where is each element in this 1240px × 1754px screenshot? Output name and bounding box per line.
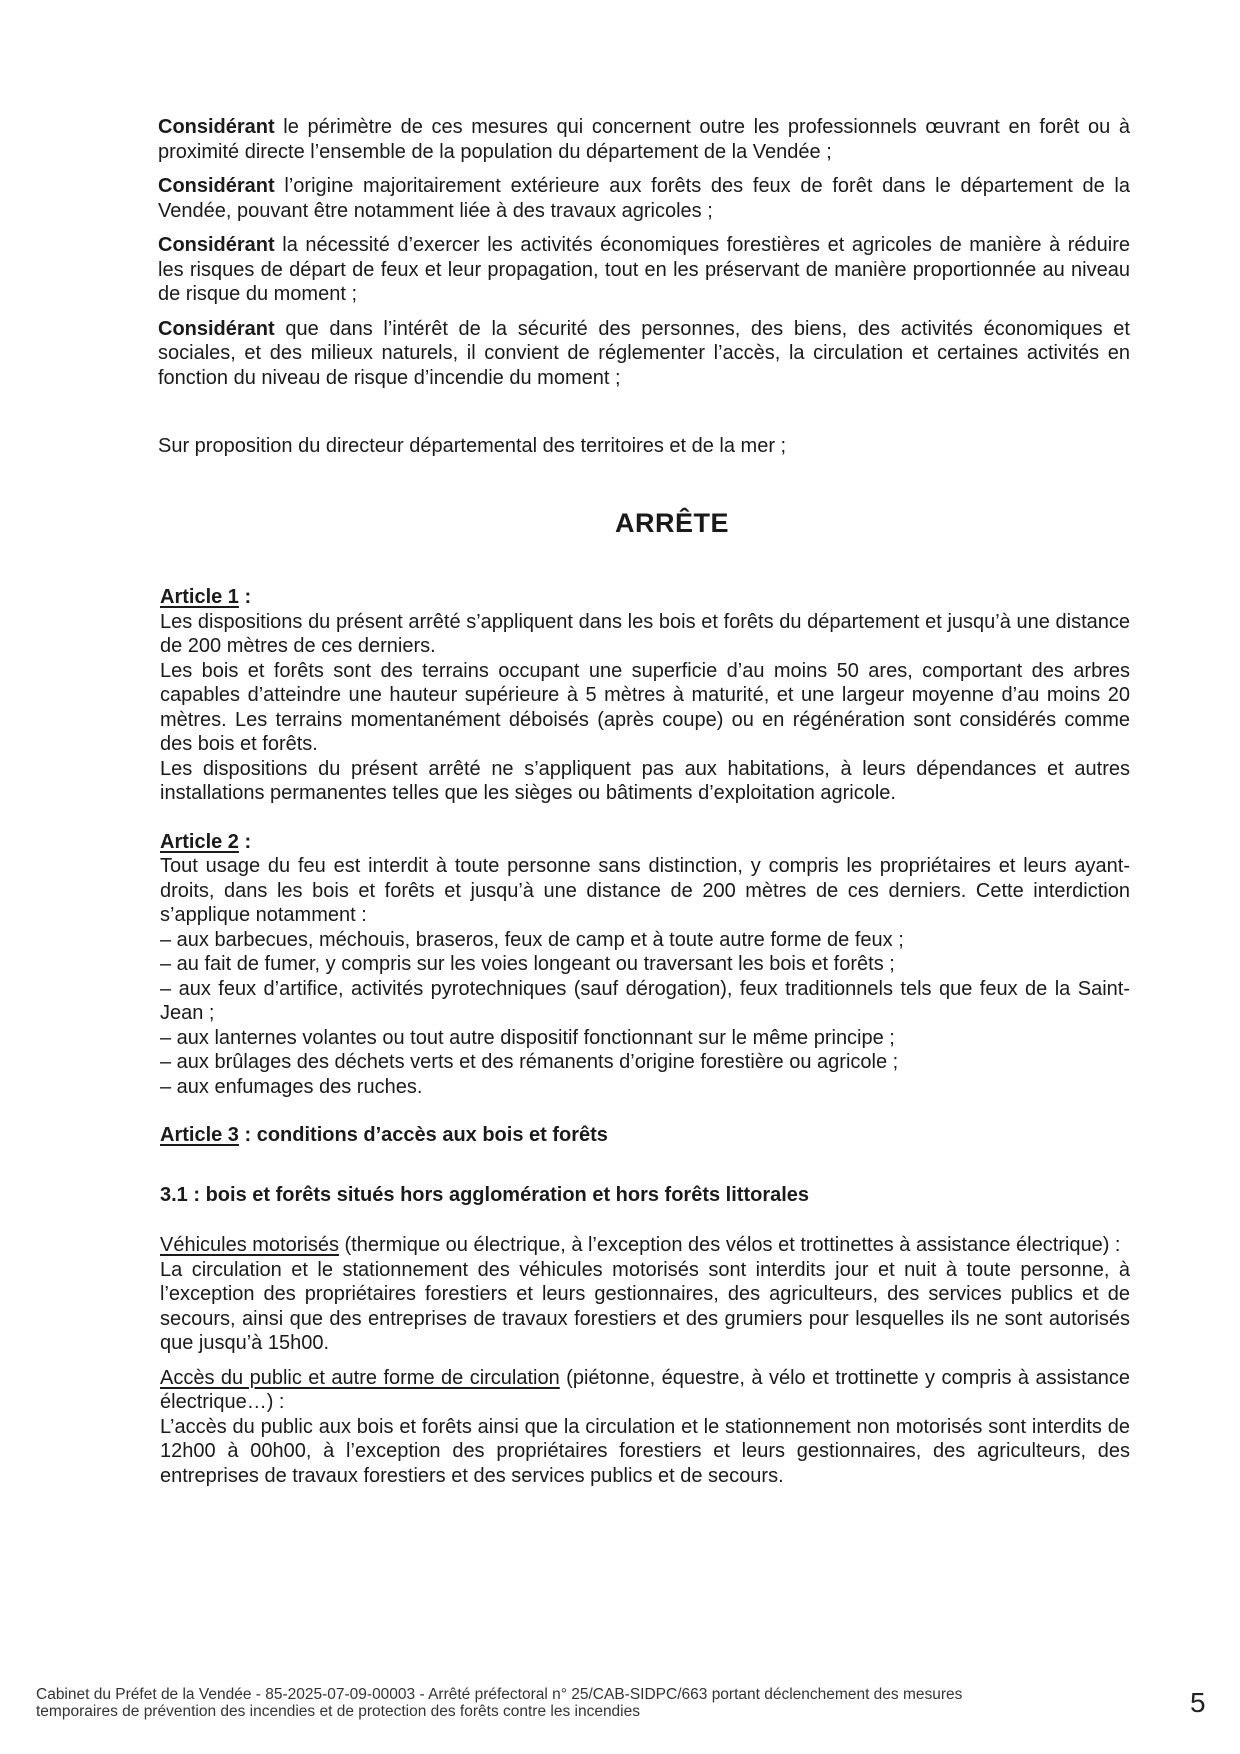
vehicles-text: La circulation et le stationnement des véhicules motorisés sont interdits jour et nuit à toute personne, à l’exception des propriétaires forestiers et leurs gestionnaires, des agriculteurs, des services publics et de secours, ainsi que des entreprises de travaux forestiers et des grumiers pour lesquelles ils ne sont autorisés que jusqu’à 15h00. — [160, 1258, 1130, 1354]
article-1 — [160, 585, 1130, 806]
public-access-text: L’accès du public aux bois et forêts ainsi que la circulation et le stationnement non motorisés sont interdits de 12h00 à 00h00, à l’exception des propriétaires forestiers et leurs gestionnaires, des agriculteurs, des entreprises de travaux forestiers et des services publics et de secours. — [160, 1415, 1130, 1487]
list-item: – aux barbecues, méchouis, braseros, feux de camp et à toute autre forme de feux ; — [160, 928, 904, 951]
considerant-text: la nécessité d’exercer les activités économiques forestières et agricoles de manière à réduire les risques de départ de feux et leur propagation, tout en les préservant de manière proportionnée au niveau de risque du moment ; — [158, 234, 1130, 305]
article-1-paragraph: Les bois et forêts sont des terrains occupant une superficie d’au moins 50 ares, comportant des arbres capables d’atteindre une hauteur supérieure à 5 mètres à maturité, et une largeur moyenne d’au moins 20 mètres. Les terrains momentanément déboisés (après coupe) ou en régénération sont considérés comme des bois et forêts. — [160, 659, 1130, 755]
public-access-label-rest: (piétonne, équestre, à vélo et trottinette y compris à assistance électrique…) : — [160, 1366, 1130, 1413]
proposal-line: Sur proposition du directeur départemental des territoires et de la mer ; — [158, 435, 787, 457]
considerant-4 — [158, 317, 1130, 391]
article-2-label: Article 2 — [160, 830, 239, 853]
article-3 — [160, 1123, 1130, 1488]
article-1-suffix: : — [238, 586, 252, 608]
public-access-heading — [160, 1366, 1130, 1415]
vehicles-label-rest: (thermique ou électrique, à l’exception des vélos et trottinettes à assistance électrique) : — [338, 1234, 1121, 1256]
list-item: – aux feux d’artifice, activités pyrotechniques (sauf dérogation), feux traditionnels tels que feux de la Saint-Jean ; — [160, 977, 1130, 1024]
list-item: – aux lanternes volantes ou tout autre dispositif fonctionnant sur le même principe ; — [160, 1026, 895, 1049]
page-footer — [36, 1686, 1166, 1720]
list-item: – aux enfumages des ruches. — [160, 1075, 423, 1098]
article-1-label: Article 1 — [160, 586, 239, 608]
decree-title: ARRÊTE — [614, 507, 729, 538]
article-1-paragraph: Les dispositions du présent arrêté s’appliquent dans les bois et forêts du département et jusqu’à une distance de 200 mètres de ces derniers. — [160, 610, 1130, 657]
vehicles-label: Véhicules motorisés — [160, 1234, 339, 1256]
article-2-intro: Tout usage du feu est interdit à toute personne sans distinction, y compris les propriétaires et leurs ayant-droits, dans les bois et forêts et jusqu’à une distance de 200 mètres de ces derniers. Cette interdiction s’applique notamment : — [160, 855, 1130, 926]
article-2 — [160, 830, 1130, 1100]
article-1-heading — [160, 585, 1130, 610]
considerant-keyword: Considérant — [158, 175, 275, 197]
considerant-3 — [158, 233, 1130, 307]
footer-line-2: temporaires de prévention des incendies et de protection des forêts contre les incendies — [36, 1703, 640, 1720]
article-3-heading — [160, 1123, 1130, 1148]
document-body — [158, 115, 1130, 1488]
article-3-label: Article 3 — [160, 1124, 239, 1146]
considerant-text: le périmètre de ces mesures qui concernent outre les professionnels œuvrant en forêt ou à proximité directe l’ensemble de la population du département de la Vendée ; — [158, 116, 1130, 163]
article-2-heading — [160, 830, 1130, 855]
considerant-2 — [158, 174, 1130, 223]
considerant-1 — [158, 115, 1130, 164]
article-3-suffix: : conditions d’accès aux bois et forêts — [238, 1124, 608, 1146]
considerant-keyword: Considérant — [158, 234, 275, 256]
considerant-text: l’origine majoritairement extérieure aux forêts des feux de forêt dans le département de la Vendée, pouvant être notamment liée à des travaux agricoles ; — [158, 175, 1130, 222]
article-1-paragraph: Les dispositions du présent arrêté ne s’appliquent pas aux habitations, à leurs dépendances et autres installations permanentes telles que les sièges ou bâtiments d’exploitation agricole. — [160, 757, 1130, 804]
section-3-1-title: 3.1 : bois et forêts situés hors agglomération et hors forêts littorales — [160, 1183, 810, 1206]
considerant-keyword: Considérant — [158, 317, 275, 340]
page-number: 5 — [1190, 1687, 1206, 1718]
footer-line-1: Cabinet du Préfet de la Vendée - 85-2025-07-09-00003 - Arrêté préfectoral n° 25/CAB-SIDPC/663 portant déclenchement des mesures — [36, 1686, 963, 1703]
article-2-suffix: : — [238, 830, 252, 853]
public-access-label: Accès du public et autre forme de circulation — [160, 1366, 560, 1389]
considerant-text: que dans l’intérêt de la sécurité des personnes, des biens, des activités économiques et sociales, et des milieux naturels, il convient de réglementer l’accès, la circulation et certaines activités en fonction du niveau de risque d’incendie du moment ; — [158, 317, 1130, 389]
vehicles-heading — [160, 1233, 1130, 1258]
considerant-keyword: Considérant — [158, 116, 275, 138]
list-item: – au fait de fumer, y compris sur les voies longeant ou traversant les bois et forêts ; — [160, 953, 895, 975]
list-item: – aux brûlages des déchets verts et des rémanents d’origine forestière ou agricole ; — [160, 1051, 899, 1073]
